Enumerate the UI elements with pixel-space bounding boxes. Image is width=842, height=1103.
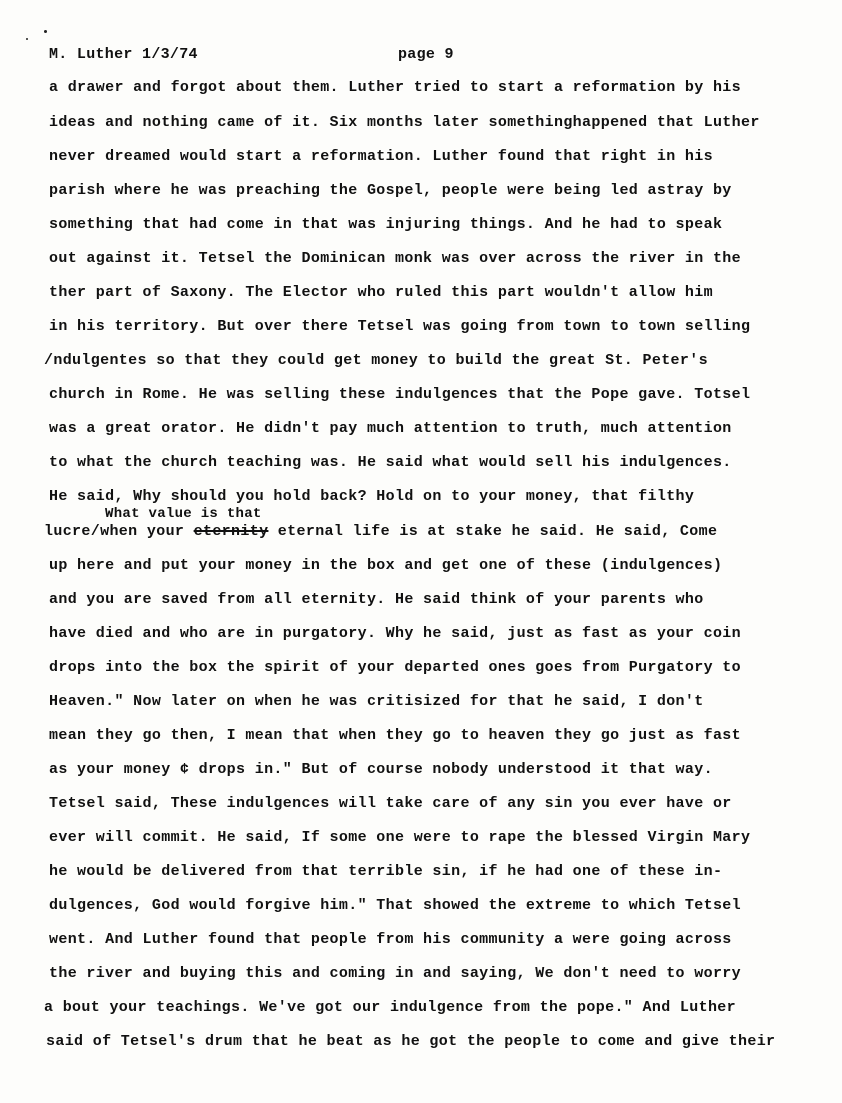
text-line [46,1033,775,1051]
line-text: parish where he was preaching the Gospel, people were being led astray by [49,182,732,199]
text-line [49,659,741,677]
text-line [49,727,741,745]
document-header-author-date: M. Luther 1/3/74 [49,46,198,63]
line-text: as your money ¢ drops in." But of course nobody understood it that way. [49,761,713,778]
text-line [49,284,713,302]
text-line [49,386,750,404]
line-text: /ndulgentes so that they could get money to build the great St. Peter's [44,352,708,369]
page-number: page 9 [398,46,454,63]
text-line [49,488,694,506]
line-text: Tetsel said, These indulgences will take care of any sin you ever have or [49,795,732,812]
line-text: ideas and nothing came of it. Six months later somethinghappened that Luther [49,114,760,131]
text-line [49,148,713,166]
line-text: He said, Why should you hold back? Hold on to your money, that filthy [49,488,695,505]
text-line [49,625,741,643]
line-text: was a great orator. He didn't pay much attention to truth, much attention [49,420,732,437]
text-line [49,761,713,779]
line-text: eternal life is at stake he said. He said, Come [268,523,718,540]
text-line [44,999,736,1017]
text-line [49,591,704,609]
line-text: something that had come in that was injuring things. And he had to speak [49,216,723,233]
line-text: out against it. Tetsel the Dominican monk was over across the river in the [49,250,742,267]
text-line [49,795,732,813]
line-text: he would be delivered from that terrible sin, if he had one of these in- [49,863,723,880]
line-text: said of Tetsel's drum that he beat as he got the people to come and give their [46,1033,776,1050]
line-text: up here and put your money in the box and get one of these (indulgences) [49,557,723,574]
line-text: in his territory. But over there Tetsel was going from town to town selling [49,318,751,335]
text-line [49,420,732,438]
text-line [49,318,750,336]
text-line [49,931,732,949]
text-line [49,965,741,983]
text-line [44,352,708,370]
text-line [49,829,750,847]
stray-mark [44,30,47,33]
line-text: went. And Luther found that people from his community a were going across [49,931,732,948]
text-line [49,250,741,268]
text-line [49,557,722,575]
line-text: mean they go then, I mean that when they go to heaven they go just as fast [49,727,742,744]
line-text: drops into the box the spirit of your departed ones goes from Purgatory to [49,659,742,676]
line-text: and you are saved from all eternity. He said think of your parents who [49,591,704,608]
text-line [49,182,732,200]
typed-insertion: What value is that [105,506,262,522]
text-line [49,79,741,97]
text-line [49,454,732,472]
text-line [49,693,704,711]
line-text: to what the church teaching was. He said what would sell his indulgences. [49,454,732,471]
text-line [49,863,722,881]
line-text: ther part of Saxony. The Elector who ruled this part wouldn't allow him [49,284,713,301]
line-text: a drawer and forgot about them. Luther tried to start a reformation by his [49,79,742,96]
line-text: the river and buying this and coming in and saying, We don't need to worry [49,965,742,982]
line-text: never dreamed would start a reformation. Luther found that right in his [49,148,713,165]
text-line [44,523,717,541]
line-text: church in Rome. He was selling these indulgences that the Pope gave. Totsel [49,386,751,403]
text-line [49,114,760,132]
text-line [49,216,722,234]
struck-out-word: eternity [193,523,269,540]
line-text: Heaven." Now later on when he was critisized for that he said, I don't [49,693,704,710]
line-text: dulgences, God would forgive him." That showed the extreme to which Tetsel [49,897,742,914]
line-text: ever will commit. He said, If some one were to rape the blessed Virgin Mary [49,829,751,846]
line-text: have died and who are in purgatory. Why he said, just as fast as your coin [49,625,742,642]
line-text: a bout your teachings. We've got our indulgence from the pope." And Luther [44,999,737,1016]
text-line [49,897,741,915]
line-text: lucre/when your [44,523,194,540]
stray-mark [26,38,28,40]
